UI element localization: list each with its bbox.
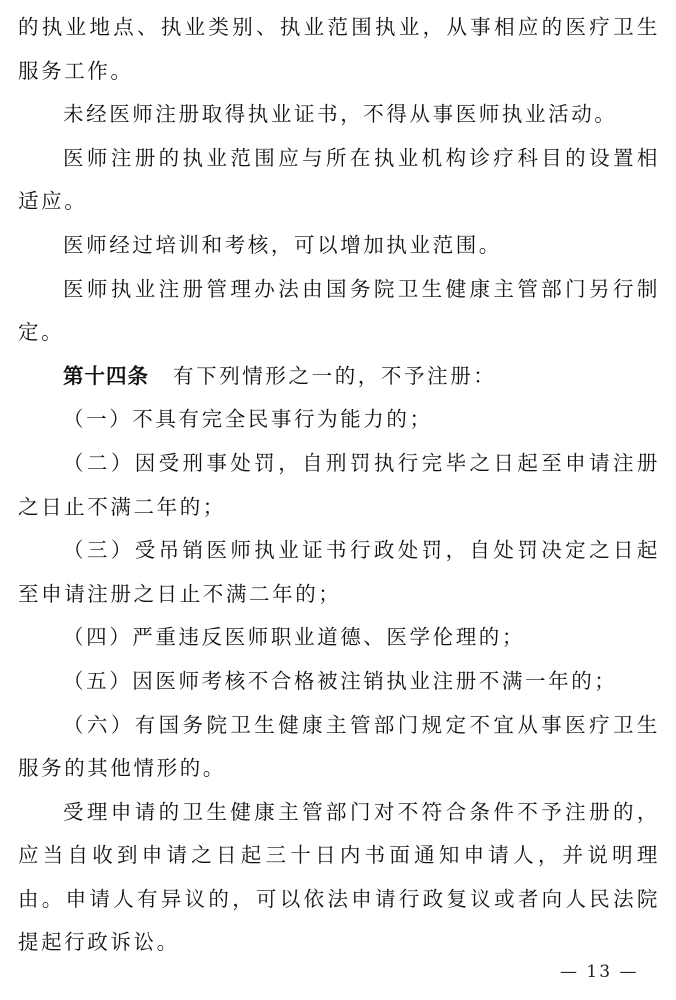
list-item-2: （二）因受刑事处罚，自刑罚执行完毕之日起至申请注册之日止不满二年的； xyxy=(18,450,660,519)
paragraph-management-measures: 医师执业注册管理办法由国务院卫生健康主管部门另行制定。 xyxy=(18,276,660,345)
paragraph-registration-required: 未经医师注册取得执业证书，不得从事医师执业活动。 xyxy=(63,102,618,127)
list-item-6: （六）有国务院卫生健康主管部门规定不宜从事医疗卫生服务的其他情形的。 xyxy=(18,712,660,781)
list-item-3: （三）受吊销医师执业证书行政处罚，自处罚决定之日起至申请注册之日止不满二年的； xyxy=(18,538,660,606)
closing-paragraph: 受理申请的卫生健康主管部门对不符合条件不予注册的，应当自收到申请之日起三十日内书面通知申请人，并说明理由。申请人有异议的，可以依法申请行政复议或者向人民法院提起行政诉讼。 xyxy=(18,799,660,955)
document-page xyxy=(18,6,660,965)
paragraph-scope-increase: 医师经过培训和考核，可以增加执业范围。 xyxy=(63,232,502,257)
article-intro: 有下列情形之一的，不予注册： xyxy=(173,363,497,388)
list-item-4: （四）严重违反医师职业道德、医学伦理的； xyxy=(63,625,525,650)
article-title: 第十四条 xyxy=(63,363,149,388)
list-item-5: （五）因医师考核不合格被注销执业注册不满一年的； xyxy=(63,668,618,693)
paragraph-scope-match: 医师注册的执业范围应与所在执业机构诊疗科目的设置相适应。 xyxy=(18,145,660,214)
continued-paragraph: 的执业地点、执业类别、执业范围执业，从事相应的医疗卫生服务工作。 xyxy=(18,15,660,83)
article-14 xyxy=(18,355,660,399)
list-item-1: （一）不具有完全民事行为能力的； xyxy=(63,407,433,432)
page-number: — 13 — xyxy=(560,962,639,982)
